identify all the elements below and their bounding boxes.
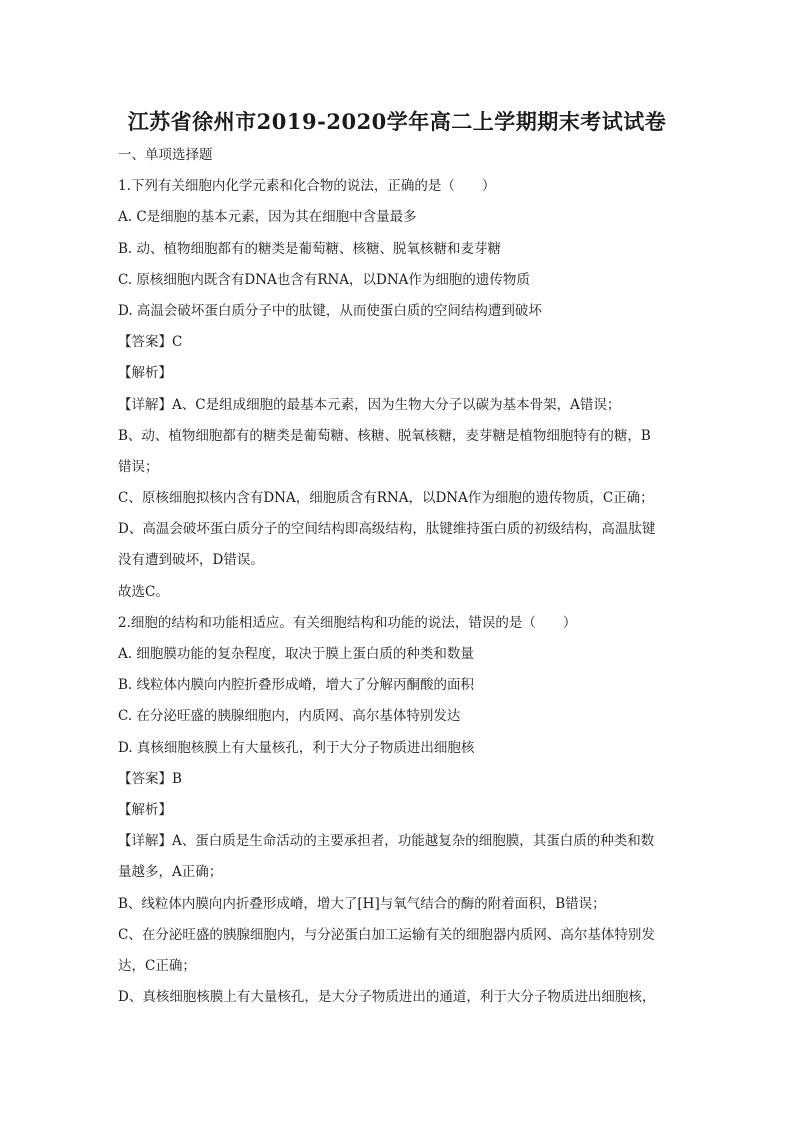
question-2-detail-c-cont: 达，C正确；: [118, 957, 196, 974]
question-2-analysis-heading: 【解析】: [118, 801, 172, 818]
question-1-detail-c: C、原核细胞拟核内含有DNA，细胞质含有RNA，以DNA作为细胞的遗传物质，C正确；: [118, 490, 654, 507]
question-2-detail-c: C、在分泌旺盛的胰腺细胞内，与分泌蛋白加工运输有关的细胞器内质网、高尔基体特别发: [118, 926, 655, 943]
question-1-detail-b: B、动、植物细胞都有的糖类是葡萄糖、核糖、脱氧核糖，麦芽糖是植物细胞特有的糖，B: [118, 427, 651, 444]
question-1-answer: 【答案】C: [118, 334, 183, 351]
question-1-option-d: D. 高温会破坏蛋白质分子中的肽键，从而使蛋白质的空间结构遭到破坏: [118, 302, 542, 319]
question-1-stem: 1.下列有关细胞内化学元素和化合物的说法，正确的是（ ）: [118, 178, 496, 195]
question-1-option-c: C. 原核细胞内既含有DNA也含有RNA，以DNA作为细胞的遗传物质: [118, 271, 530, 288]
question-2-stem: 2.细胞的结构和功能相适应。有关细胞结构和功能的说法，错误的是（ ）: [118, 614, 577, 631]
question-1-detail-b-cont: 错误；: [118, 458, 159, 475]
section-heading: 一、单项选择题: [118, 147, 213, 163]
page-title: 江苏省徐州市2019-2020学年高二上学期期末考试试卷: [127, 109, 667, 134]
question-2-detail-a-cont: 量越多，A正确；: [118, 864, 223, 881]
question-1-conclusion: 故选C。: [118, 583, 169, 600]
question-2-option-d: D. 真核细胞核膜上有大量核孔，利于大分子物质进出细胞核: [118, 739, 475, 756]
question-2-detail-b: B、线粒体内膜向内折叠形成嵴，增大了[H]与氧气结合的酶的附着面积，B错误；: [118, 895, 606, 912]
question-1-detail-d-cont: 没有遭到破坏，D错误。: [118, 552, 264, 569]
document-body: [118, 140, 678, 1013]
question-2-option-c: C. 在分泌旺盛的胰腺细胞内，内质网、高尔基体特别发达: [118, 708, 461, 725]
question-1-option-a: A. C是细胞的基本元素，因为其在细胞中含量最多: [118, 209, 417, 226]
question-1-analysis-heading: 【解析】: [118, 365, 172, 382]
question-2-option-b: B. 线粒体内膜向内腔折叠形成嵴，增大了分解丙酮酸的面积: [118, 677, 475, 694]
question-2-detail-d: D、真核细胞核膜上有大量核孔，是大分子物质进出的通道，利于大分子物质进出细胞核，: [118, 989, 656, 1006]
question-2-answer: 【答案】B: [118, 770, 182, 787]
question-1-detail-d: D、高温会破坏蛋白质分子的空间结构即高级结构，肽键维持蛋白质的初级结构，高温肽键: [118, 521, 656, 538]
question-2-option-a: A. 细胞膜功能的复杂程度，取决于膜上蛋白质的种类和数量: [118, 646, 474, 662]
question-2-detail-a: 【详解】A、蛋白质是生命活动的主要承担者，功能越复杂的细胞膜，其蛋白质的种类和数: [118, 833, 655, 850]
question-1-detail-a: 【详解】A、C是组成细胞的最基本元素，因为生物大分子以碳为基本骨架，A错误；: [118, 396, 621, 413]
question-1-option-b: B. 动、植物细胞都有的糖类是葡萄糖、核糖、脱氧核糖和麦芽糖: [118, 240, 502, 257]
